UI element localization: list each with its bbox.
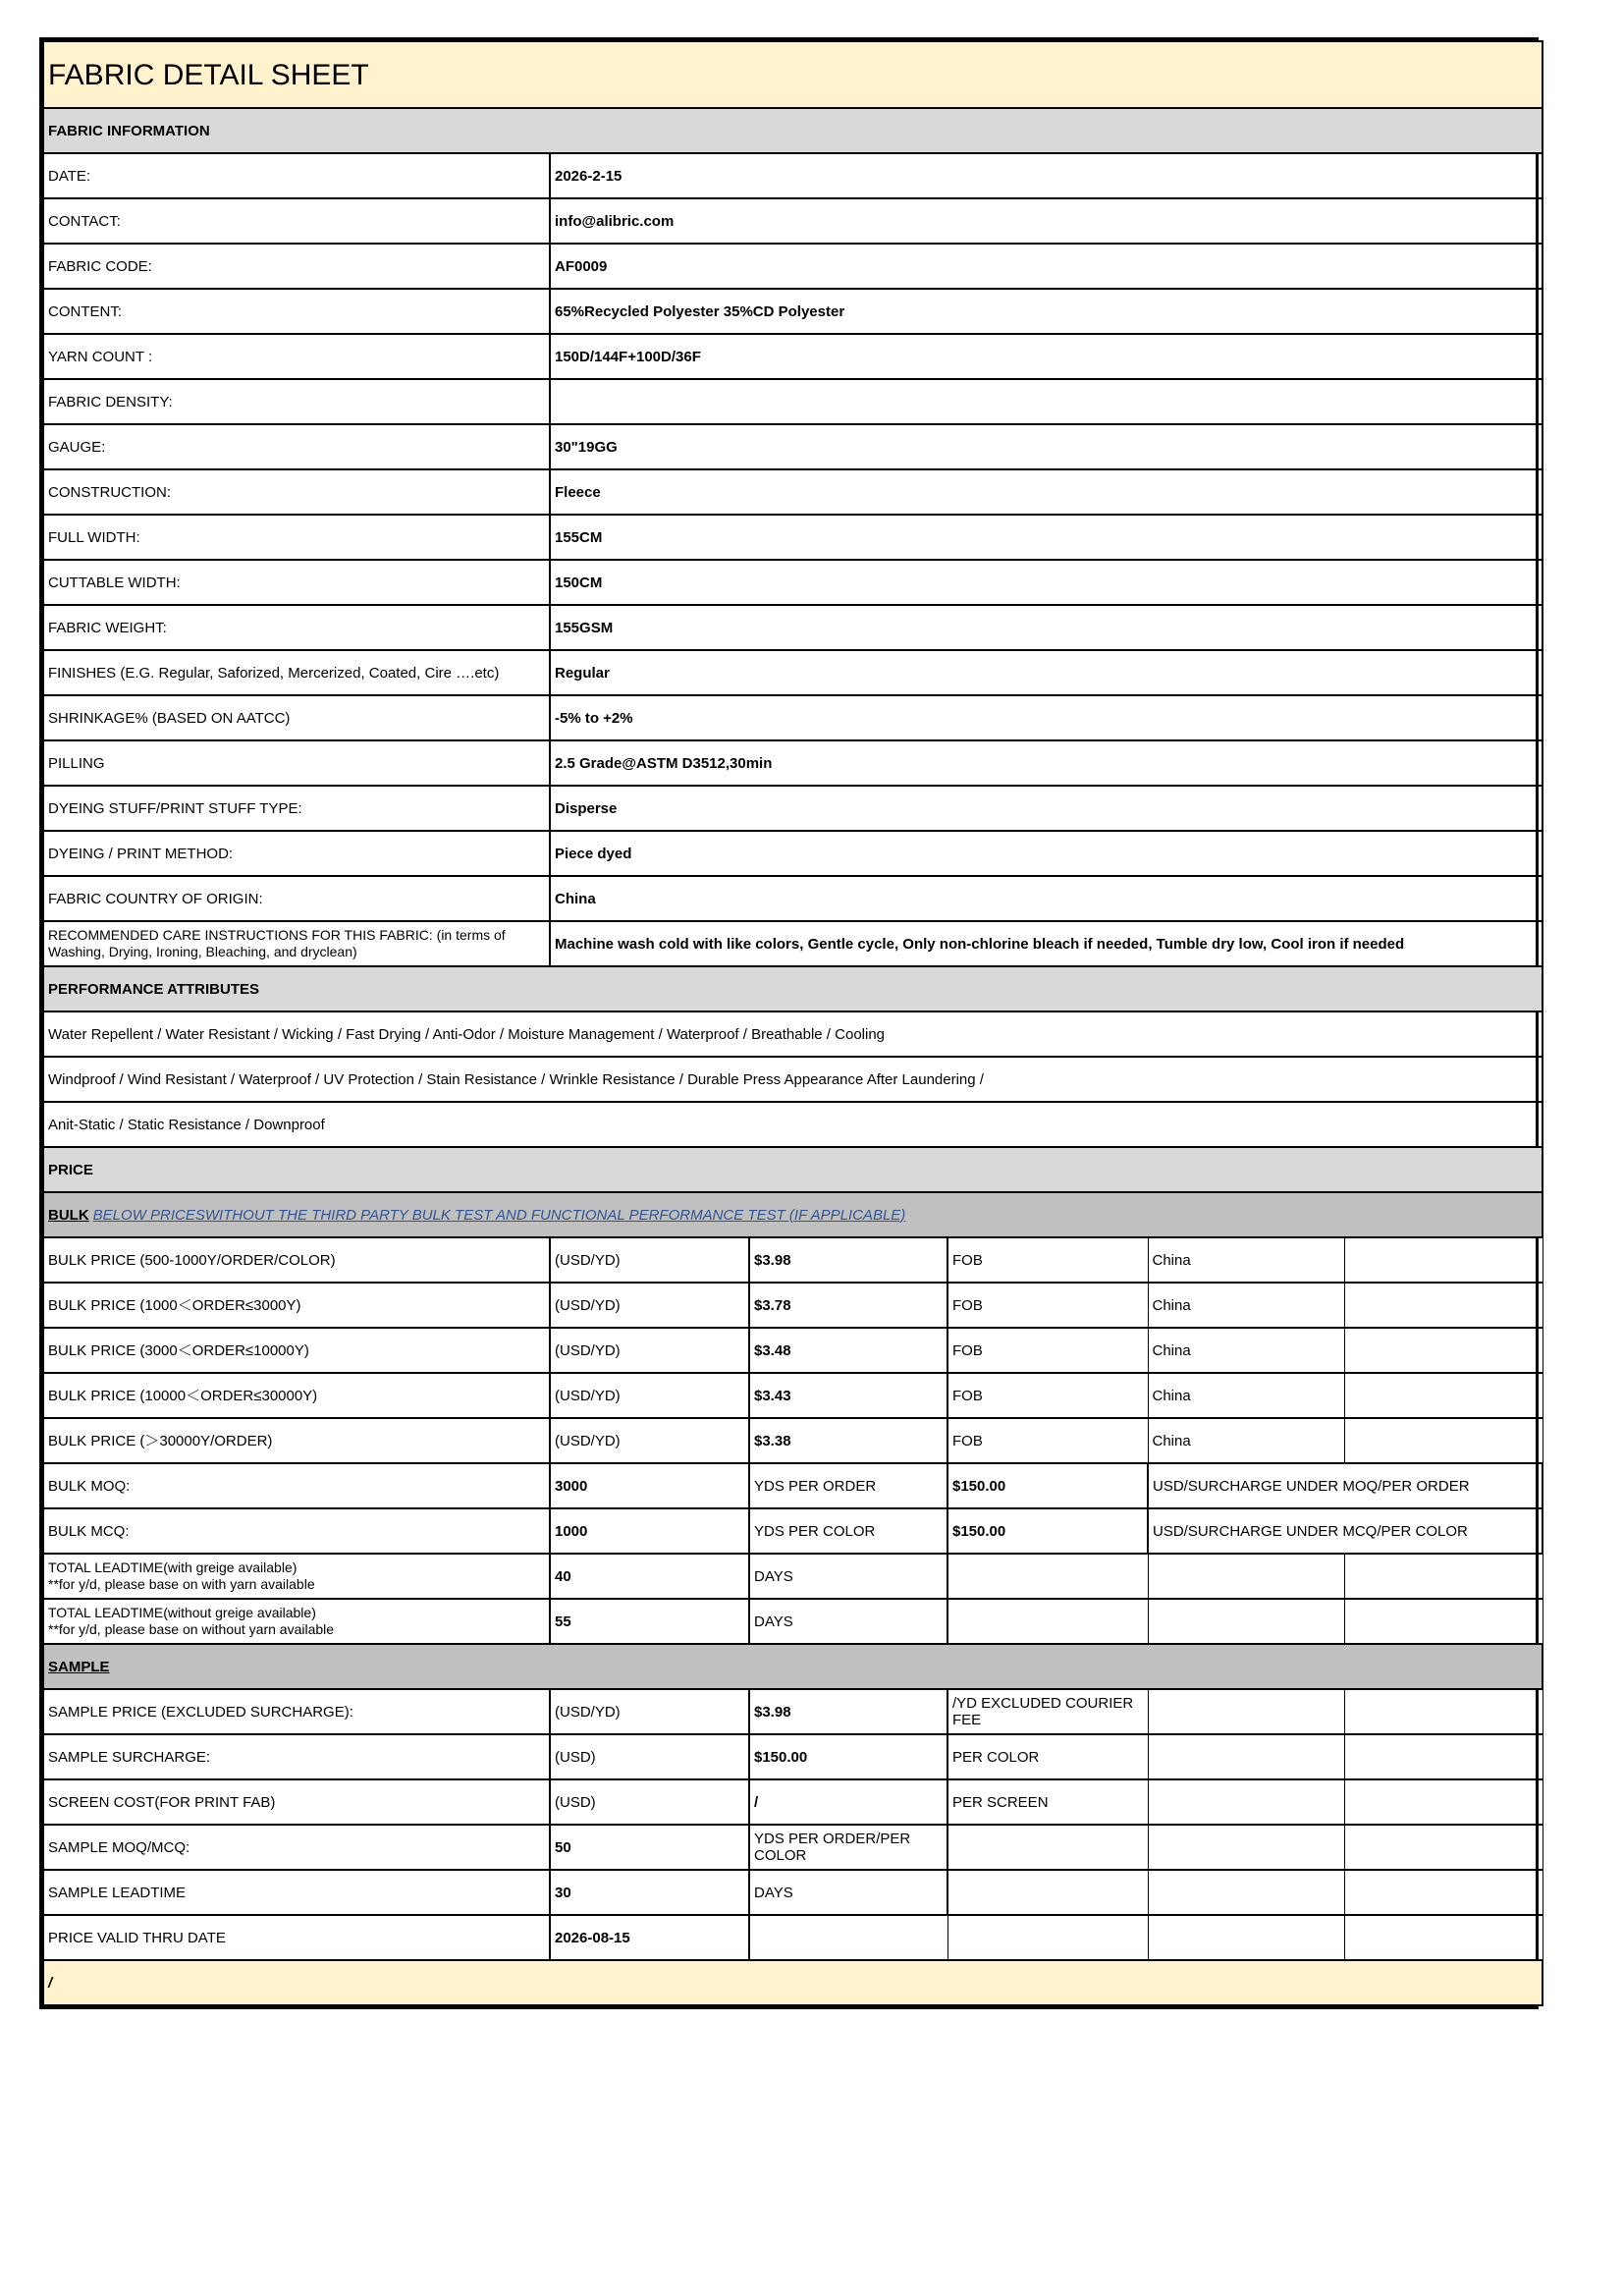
empty-cell (947, 1915, 1148, 1960)
field-value (550, 379, 1543, 424)
empty-cell (749, 1915, 947, 1960)
field-value: 2.5 Grade@ASTM D3512,30min (550, 740, 1543, 786)
empty-cell (1344, 1825, 1543, 1870)
table-row-full-width (43, 515, 1543, 560)
section-price (43, 1147, 1543, 1192)
table-row-cuttable-width (43, 560, 1543, 605)
table-row-performance (43, 1011, 1543, 1057)
price-unit: (USD/YD) (550, 1237, 749, 1283)
table-row-shrinkage (43, 695, 1543, 740)
field-value: Regular (550, 650, 1543, 695)
field-value: 155CM (550, 515, 1543, 560)
screen-cost-note: PER SCREEN (947, 1779, 1148, 1825)
field-value: -5% to +2% (550, 695, 1543, 740)
table-row-price-valid-thru (43, 1915, 1543, 1960)
performance-attributes-line: Windproof / Wind Resistant / Waterproof / UV Protection / Stain Resistance / Wrinkle Resistance / Durable Press Appearance After Laundering / (43, 1057, 1543, 1102)
sample-price-unit: (USD/YD) (550, 1689, 749, 1734)
field-label: GAUGE: (43, 424, 550, 469)
table-row-contact (43, 198, 1543, 244)
screen-cost-unit: (USD) (550, 1779, 749, 1825)
footer-row (43, 1960, 1543, 2005)
mcq-note: USD/SURCHARGE UNDER MCQ/PER COLOR (1148, 1508, 1543, 1554)
price-value: $3.43 (749, 1373, 947, 1418)
field-value: 65%Recycled Polyester 35%CD Polyester (550, 289, 1543, 334)
price-term: FOB (947, 1418, 1148, 1463)
field-label: DYEING / PRINT METHOD: (43, 831, 550, 876)
table-row-content (43, 289, 1543, 334)
table-row-pilling (43, 740, 1543, 786)
table-row-gauge (43, 424, 1543, 469)
leadtime-unit: DAYS (749, 1599, 947, 1644)
table-row-leadtime (43, 1554, 1543, 1599)
empty-cell (1148, 1689, 1344, 1734)
field-label: CONTACT: (43, 198, 550, 244)
field-label: CONSTRUCTION: (43, 469, 550, 515)
table-row-date (43, 153, 1543, 198)
leadtime-sublabel: **for y/d, please base on with yarn available (48, 1576, 315, 1592)
moq-note: USD/SURCHARGE UNDER MOQ/PER ORDER (1148, 1463, 1543, 1508)
field-value: Piece dyed (550, 831, 1543, 876)
table-row-dyeing-stuff (43, 786, 1543, 831)
price-label: BULK PRICE (500-1000Y/ORDER/COLOR) (43, 1237, 550, 1283)
moq-label: BULK MOQ: (43, 1463, 550, 1508)
fabric-detail-sheet (39, 37, 1539, 2009)
table-row-bulk-price (43, 1373, 1543, 1418)
table-row-construction (43, 469, 1543, 515)
sample-surcharge-value: $150.00 (749, 1734, 947, 1779)
leadtime-value: 40 (550, 1554, 749, 1599)
field-label: CUTTABLE WIDTH: (43, 560, 550, 605)
performance-attributes-line: Anit-Static / Static Resistance / Downproof (43, 1102, 1543, 1147)
field-label: DYEING STUFF/PRINT STUFF TYPE: (43, 786, 550, 831)
sample-moq-unit: YDS PER ORDER/PER COLOR (749, 1825, 947, 1870)
section-heading: PERFORMANCE ATTRIBUTES (43, 966, 1543, 1011)
field-value: 150D/144F+100D/36F (550, 334, 1543, 379)
empty-cell (1148, 1870, 1344, 1915)
title-row (43, 41, 1543, 108)
price-value: $3.98 (749, 1237, 947, 1283)
empty-cell (1344, 1734, 1543, 1779)
price-label: BULK PRICE (＞30000Y/ORDER) (43, 1418, 550, 1463)
sample-surcharge-unit: (USD) (550, 1734, 749, 1779)
field-value: China (550, 876, 1543, 921)
price-label: BULK PRICE (1000＜ORDER≤3000Y) (43, 1283, 550, 1328)
empty-cell (1148, 1554, 1344, 1599)
table-row-fabric-density (43, 379, 1543, 424)
empty-cell (947, 1554, 1148, 1599)
valid-thru-label: PRICE VALID THRU DATE (43, 1915, 550, 1960)
section-bulk (43, 1192, 1543, 1237)
table-row-bulk-moq (43, 1463, 1543, 1508)
table-row-bulk-price (43, 1237, 1543, 1283)
leadtime-label: TOTAL LEADTIME(with greige available) (48, 1559, 298, 1575)
empty-cell (1148, 1915, 1344, 1960)
section-heading: FABRIC INFORMATION (43, 108, 1543, 153)
field-label: FABRIC CODE: (43, 244, 550, 289)
table-row-bulk-price (43, 1283, 1543, 1328)
empty-cell (1148, 1599, 1344, 1644)
field-label: PILLING (43, 740, 550, 786)
field-label: SHRINKAGE% (BASED ON AATCC) (43, 695, 550, 740)
price-term: FOB (947, 1373, 1148, 1418)
empty-cell (947, 1870, 1148, 1915)
bulk-label: BULK (48, 1206, 89, 1224)
sample-leadtime-unit: DAYS (749, 1870, 947, 1915)
price-value: $3.48 (749, 1328, 947, 1373)
contact-email: info@alibric.com (550, 198, 1543, 244)
section-fabric-information (43, 108, 1543, 153)
leadtime-sublabel: **for y/d, please base on without yarn available (48, 1621, 335, 1637)
table-row-bulk-mcq (43, 1508, 1543, 1554)
table-row-bulk-price (43, 1328, 1543, 1373)
sample-price-value: $3.98 (749, 1689, 947, 1734)
field-label: YARN COUNT : (43, 334, 550, 379)
sample-price-label: SAMPLE PRICE (EXCLUDED SURCHARGE): (43, 1689, 550, 1734)
field-label: RECOMMENDED CARE INSTRUCTIONS FOR THIS FABRIC: (in terms of Washing, Drying, Ironing, Bleaching, and dryclean) (43, 921, 550, 966)
field-label: FABRIC DENSITY: (43, 379, 550, 424)
price-term: FOB (947, 1237, 1148, 1283)
empty-cell (1344, 1373, 1543, 1418)
field-value: Fleece (550, 469, 1543, 515)
valid-thru-date: 2026-08-15 (550, 1915, 749, 1960)
table-row-performance (43, 1102, 1543, 1147)
field-value: 155GSM (550, 605, 1543, 650)
table-row-country-of-origin (43, 876, 1543, 921)
price-port: China (1148, 1418, 1344, 1463)
empty-cell (1344, 1418, 1543, 1463)
empty-cell (1344, 1599, 1543, 1644)
mcq-qty: 1000 (550, 1508, 749, 1554)
section-sample (43, 1644, 1543, 1689)
price-port: China (1148, 1237, 1344, 1283)
screen-cost-label: SCREEN COST(FOR PRINT FAB) (43, 1779, 550, 1825)
table-row-finishes (43, 650, 1543, 695)
empty-cell (1344, 1328, 1543, 1373)
sample-moq-value: 50 (550, 1825, 749, 1870)
field-label: FABRIC WEIGHT: (43, 605, 550, 650)
field-label: FINISHES (E.G. Regular, Saforized, Mercerized, Coated, Cire ….etc) (43, 650, 550, 695)
field-value: Disperse (550, 786, 1543, 831)
leadtime-value: 55 (550, 1599, 749, 1644)
leadtime-unit: DAYS (749, 1554, 947, 1599)
performance-attributes-line: Water Repellent / Water Resistant / Wicking / Fast Drying / Anti-Odor / Moisture Management / Waterproof / Breathable / Cooling (43, 1011, 1543, 1057)
empty-cell (1344, 1554, 1543, 1599)
table-row-sample-surcharge (43, 1734, 1543, 1779)
field-label: DATE: (43, 153, 550, 198)
table-row-bulk-price (43, 1418, 1543, 1463)
empty-cell (1148, 1779, 1344, 1825)
moq-qty: 3000 (550, 1463, 749, 1508)
table-row-sample-price (43, 1689, 1543, 1734)
sample-leadtime-label: SAMPLE LEADTIME (43, 1870, 550, 1915)
price-label: BULK PRICE (10000＜ORDER≤30000Y) (43, 1373, 550, 1418)
field-value: Machine wash cold with like colors, Gentle cycle, Only non-chlorine bleach if needed, Tumble dry low, Cool iron if needed (550, 921, 1543, 966)
section-heading: SAMPLE (48, 1658, 110, 1675)
price-value: $3.78 (749, 1283, 947, 1328)
table-row-performance (43, 1057, 1543, 1102)
mcq-label: BULK MCQ: (43, 1508, 550, 1554)
empty-cell (1148, 1734, 1344, 1779)
empty-cell (947, 1825, 1148, 1870)
sample-price-note: /YD EXCLUDED COURIER FEE (947, 1689, 1148, 1734)
field-value: AF0009 (550, 244, 1543, 289)
empty-cell (1344, 1237, 1543, 1283)
mcq-surcharge: $150.00 (947, 1508, 1148, 1554)
price-unit: (USD/YD) (550, 1418, 749, 1463)
moq-unit: YDS PER ORDER (749, 1463, 947, 1508)
sample-heading-cell (43, 1644, 1543, 1689)
section-heading: PRICE (43, 1147, 1543, 1192)
field-label: FULL WIDTH: (43, 515, 550, 560)
page-title: FABRIC DETAIL SHEET (43, 41, 1543, 108)
table-row-yarn-count (43, 334, 1543, 379)
empty-cell (1344, 1689, 1543, 1734)
empty-cell (1344, 1283, 1543, 1328)
moq-surcharge: $150.00 (947, 1463, 1148, 1508)
sample-surcharge-note: PER COLOR (947, 1734, 1148, 1779)
price-term: FOB (947, 1283, 1148, 1328)
table-row-leadtime (43, 1599, 1543, 1644)
table-row-dyeing-method (43, 831, 1543, 876)
table-row-sample-moq (43, 1825, 1543, 1870)
price-unit: (USD/YD) (550, 1328, 749, 1373)
table-row-fabric-code (43, 244, 1543, 289)
price-port: China (1148, 1283, 1344, 1328)
section-performance-attributes (43, 966, 1543, 1011)
field-value: 30"19GG (550, 424, 1543, 469)
sample-leadtime-value: 30 (550, 1870, 749, 1915)
bulk-note-link[interactable]: BELOW PRICESWITHOUT THE THIRD PARTY BULK TEST AND FUNCTIONAL PERFORMANCE TEST (IF APPLICABLE) (92, 1206, 906, 1224)
table-row-fabric-weight (43, 605, 1543, 650)
field-value: 150CM (550, 560, 1543, 605)
mcq-unit: YDS PER COLOR (749, 1508, 947, 1554)
empty-cell (1344, 1779, 1543, 1825)
field-label: CONTENT: (43, 289, 550, 334)
price-port: China (1148, 1328, 1344, 1373)
price-label: BULK PRICE (3000＜ORDER≤10000Y) (43, 1328, 550, 1373)
price-unit: (USD/YD) (550, 1283, 749, 1328)
price-unit: (USD/YD) (550, 1373, 749, 1418)
bulk-heading-cell (43, 1192, 1543, 1237)
table-row-screen-cost (43, 1779, 1543, 1825)
empty-cell (1148, 1825, 1344, 1870)
leadtime-label: TOTAL LEADTIME(without greige available) (48, 1605, 316, 1620)
price-value: $3.38 (749, 1418, 947, 1463)
screen-cost-value: / (749, 1779, 947, 1825)
price-port: China (1148, 1373, 1344, 1418)
sheet-table (42, 40, 1543, 2006)
price-term: FOB (947, 1328, 1148, 1373)
leadtime-label-cell (43, 1554, 550, 1599)
empty-cell (1344, 1915, 1543, 1960)
empty-cell (947, 1599, 1148, 1644)
table-row-care-instructions (43, 921, 1543, 966)
sample-moq-label: SAMPLE MOQ/MCQ: (43, 1825, 550, 1870)
field-label: FABRIC COUNTRY OF ORIGIN: (43, 876, 550, 921)
field-value: 2026-2-15 (550, 153, 1543, 198)
sample-surcharge-label: SAMPLE SURCHARGE: (43, 1734, 550, 1779)
table-row-sample-leadtime (43, 1870, 1543, 1915)
empty-cell (1344, 1870, 1543, 1915)
leadtime-label-cell (43, 1599, 550, 1644)
footer-note: / (43, 1960, 1543, 2005)
